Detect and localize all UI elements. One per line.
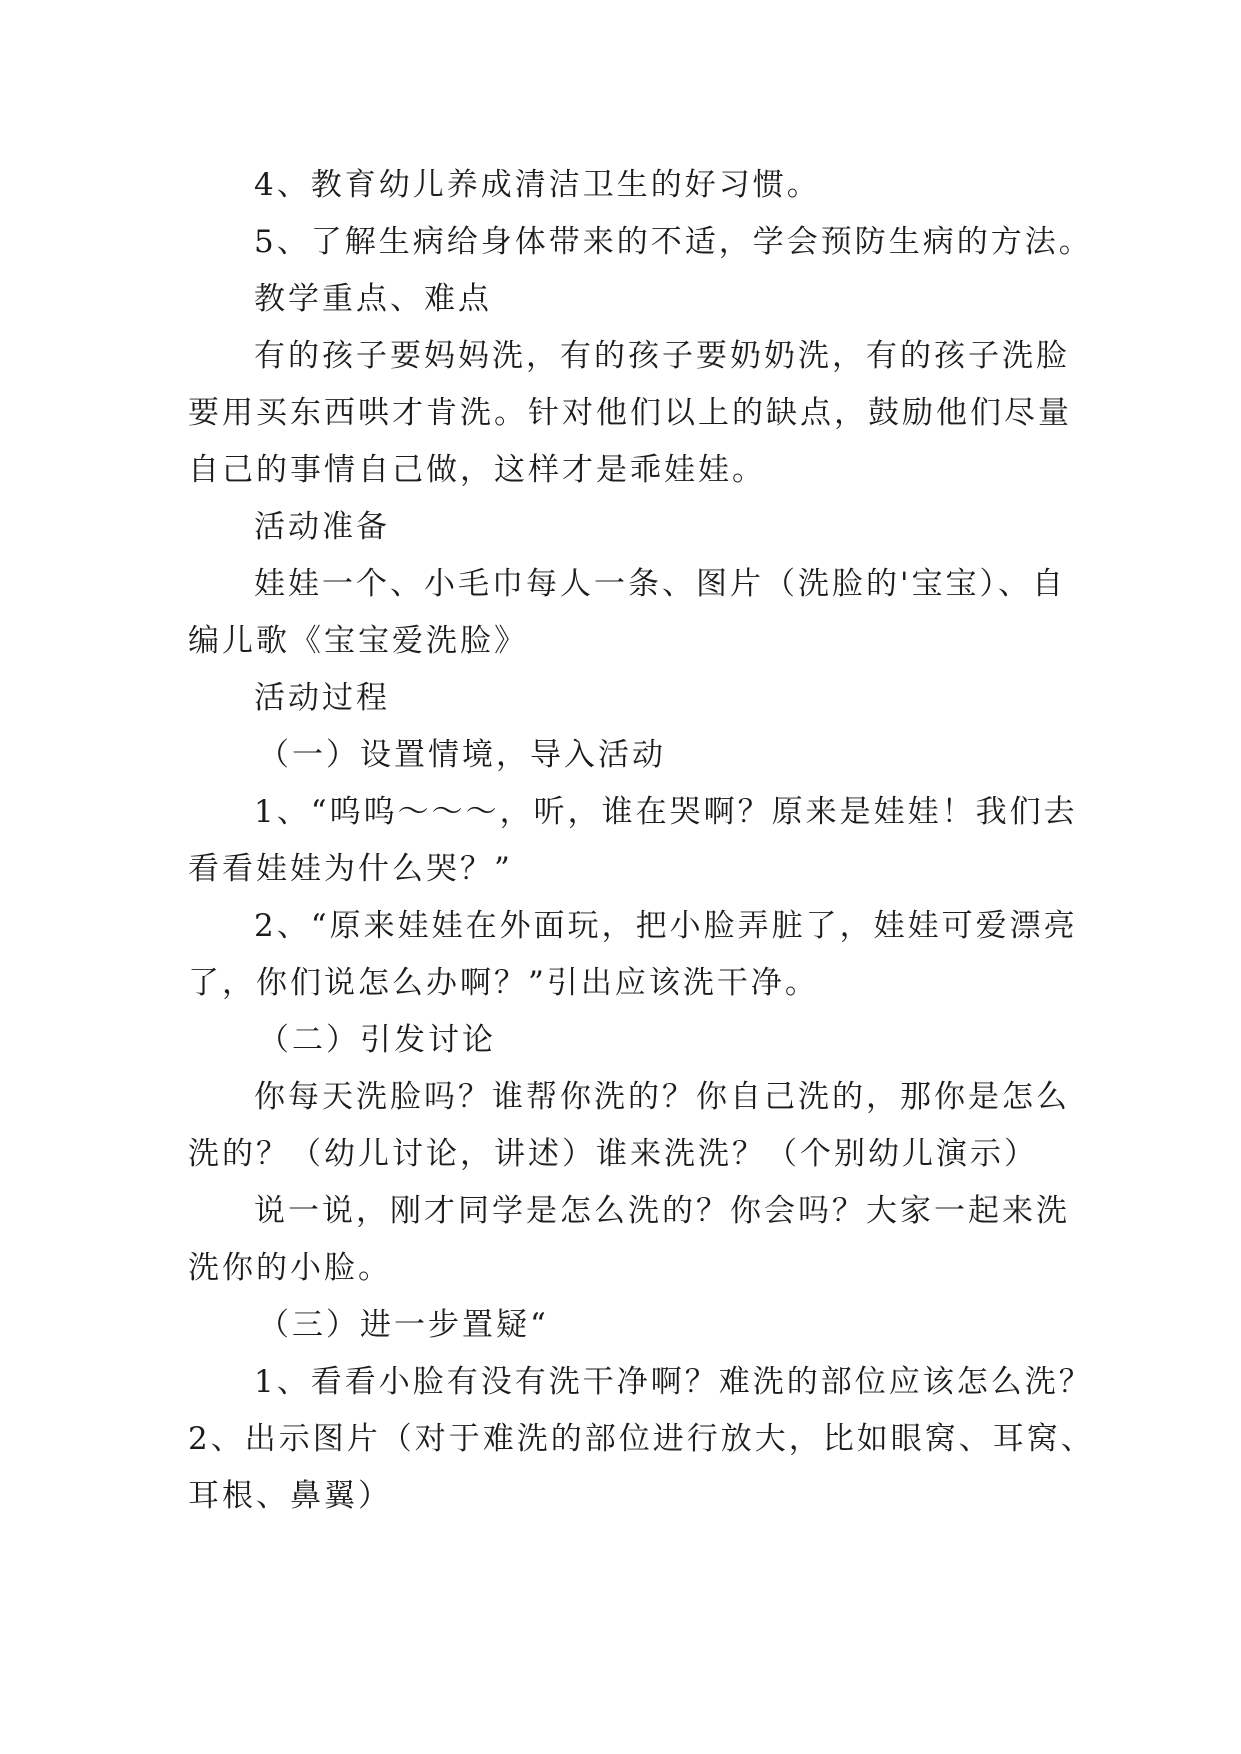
subheading-step-2: （二）引发讨论	[258, 1022, 496, 1058]
paragraph-line: 要用买东西哄才肯洗。针对他们以上的缺点，鼓励他们尽量	[188, 395, 1072, 431]
paragraph-line: 耳根、鼻翼）	[188, 1478, 392, 1514]
paragraph-line: 洗的？（幼儿讨论，讲述）谁来洗洗？（个别幼儿演示）	[188, 1136, 1038, 1172]
subheading-step-1: （一）设置情境，导入活动	[258, 737, 666, 773]
paragraph-line: 说一说，刚才同学是怎么洗的？你会吗？大家一起来洗	[254, 1193, 1070, 1229]
paragraph-line: 编儿歌《宝宝爱洗脸》	[188, 623, 528, 659]
goal-5: 5、了解生病给身体带来的不适，学会预防生病的方法。	[254, 224, 1093, 260]
paragraph-line: 2、“原来娃娃在外面玩，把小脸弄脏了，娃娃可爱漂亮	[254, 908, 1078, 944]
paragraph-line: 了，你们说怎么办啊？”引出应该洗干净。	[188, 965, 819, 1001]
paragraph-line: 洗你的小脸。	[188, 1250, 392, 1286]
paragraph-line: 有的孩子要妈妈洗，有的孩子要奶奶洗，有的孩子洗脸	[254, 338, 1070, 374]
goal-4: 4、教育幼儿养成清洁卫生的好习惯。	[254, 167, 821, 203]
paragraph-line: 看看娃娃为什么哭？”	[188, 851, 513, 887]
paragraph-line: 2、出示图片（对于难洗的部位进行放大，比如眼窝、耳窝、	[188, 1421, 1095, 1457]
paragraph-line: 1、“呜呜～～～，听，谁在哭啊？原来是娃娃！我们去	[254, 794, 1078, 830]
paragraph-line: 1、看看小脸有没有洗干净啊？难洗的部位应该怎么洗？	[254, 1364, 1093, 1400]
subheading-step-3: （三）进一步置疑“	[258, 1307, 549, 1343]
heading-key-points: 教学重点、难点	[254, 281, 492, 317]
paragraph-line: 你每天洗脸吗？谁帮你洗的？你自己洗的，那你是怎么	[254, 1079, 1070, 1115]
paragraph-line: 娃娃一个、小毛巾每人一条、图片（洗脸的'宝宝）、自	[254, 566, 1067, 602]
paragraph-line: 自己的事情自己做，这样才是乖娃娃。	[188, 452, 766, 488]
heading-preparation: 活动准备	[254, 509, 390, 545]
heading-process: 活动过程	[254, 680, 390, 716]
